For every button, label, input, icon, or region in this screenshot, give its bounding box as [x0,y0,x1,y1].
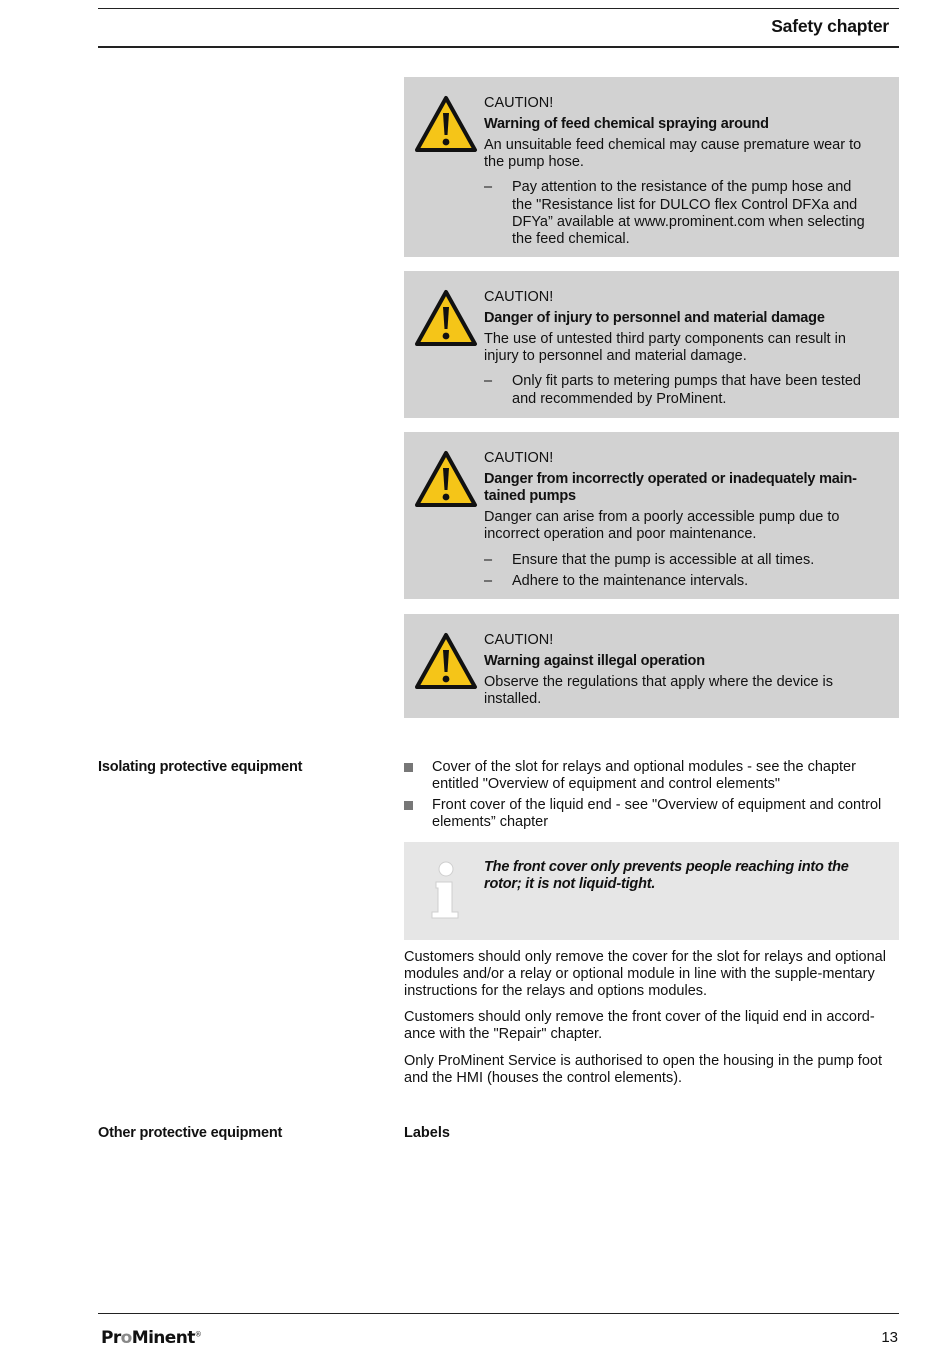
warning-action [484,573,869,590]
paragraph: Customers should only remove the cover for the slot for relays and optional modules and/or a relay or optional module in line with the supple-mentary instructions for the relays and options modules. [404,949,886,1000]
info-note-text: The front cover only prevents people reaching into the rotor; it is not liquid-tight. [484,859,849,893]
footer-rule [98,1313,899,1314]
square-bullet-icon [404,763,413,772]
warning-action-text: Ensure that the pump is accessible at all times. [512,551,815,568]
warning-level: CAUTION! [484,289,554,305]
dash-bullet: – [484,373,493,390]
warning-text: Observe the regulations that apply where the device is installed. [484,674,834,708]
warning-heading: Danger of injury to personnel and material damage [484,310,825,327]
section-label-other: Other protective equipment [98,1125,283,1141]
list-item [404,797,900,831]
header-rule-top [98,8,899,9]
warning-action-list [484,179,869,247]
warning-level: CAUTION! [484,95,554,111]
warning-heading: Warning against illegal operation [484,653,705,670]
warning-action-text: Only fit parts to metering pumps that have been tested and recommended by ProMinent. [512,373,861,407]
prominent-logo: ProMinent® [101,1328,202,1348]
caution-box-illegal-operation [404,614,899,718]
warning-text: Danger can arise from a poorly accessible pump due to incorrect operation and poor maintenance. [484,509,840,543]
warning-heading: Warning of feed chemical spraying around [484,116,769,133]
dash-bullet: – [484,551,493,568]
warning-heading: Danger from incorrectly operated or inadequately main-tained pumps [484,471,857,505]
paragraph: Customers should only remove the front cover of the liquid end in accord-ance with the "Repair" chapter. [404,1009,875,1043]
list-item [404,759,900,793]
isolating-equipment-list [404,759,900,835]
page-header-title: Safety chapter [771,16,889,36]
dash-bullet: – [484,179,493,196]
warning-text: The use of untested third party components can result in injury to personnel and material damage. [484,331,846,365]
warning-triangle-icon [414,289,478,347]
warning-action [484,179,869,247]
header-rule [98,46,899,48]
warning-action-text: Adhere to the maintenance intervals. [512,572,749,589]
dash-bullet: – [484,572,493,589]
warning-triangle-icon [414,450,478,508]
warning-level: CAUTION! [484,632,554,648]
warning-action-list [484,552,869,590]
info-icon [426,860,466,920]
warning-text: An unsuitable feed chemical may cause premature wear to the pump hose. [484,137,862,171]
caution-box-maintenance [404,432,899,599]
warning-action [484,373,869,407]
page-number: 13 [881,1329,898,1346]
info-note-box [404,842,899,940]
subheading-labels: Labels [404,1125,450,1141]
isolating-paragraphs [404,949,900,1096]
warning-triangle-icon [414,95,478,153]
list-item-text: Cover of the slot for relays and optional modules - see the chapter entitled "Overview of equipment and control elements" [432,759,856,793]
warning-action [484,552,869,569]
square-bullet-icon [404,801,413,810]
caution-box-third-party [404,271,899,418]
warning-level: CAUTION! [484,450,554,466]
warning-action-text: Pay attention to the resistance of the pump hose and the "Resistance list for DULCO flex Control DFXa and DFYa” available at www.prominent.com when selecting the feed chemical. [512,179,865,247]
section-label-isolating: Isolating protective equipment [98,759,303,775]
paragraph: Only ProMinent Service is authorised to open the housing in the pump foot and the HMI (houses the control elements). [404,1052,882,1086]
list-item-text: Front cover of the liquid end - see "Overview of equipment and control elements” chapter [432,797,882,831]
warning-action-list [484,373,869,407]
caution-box-spraying [404,77,899,257]
warning-triangle-icon [414,632,478,690]
